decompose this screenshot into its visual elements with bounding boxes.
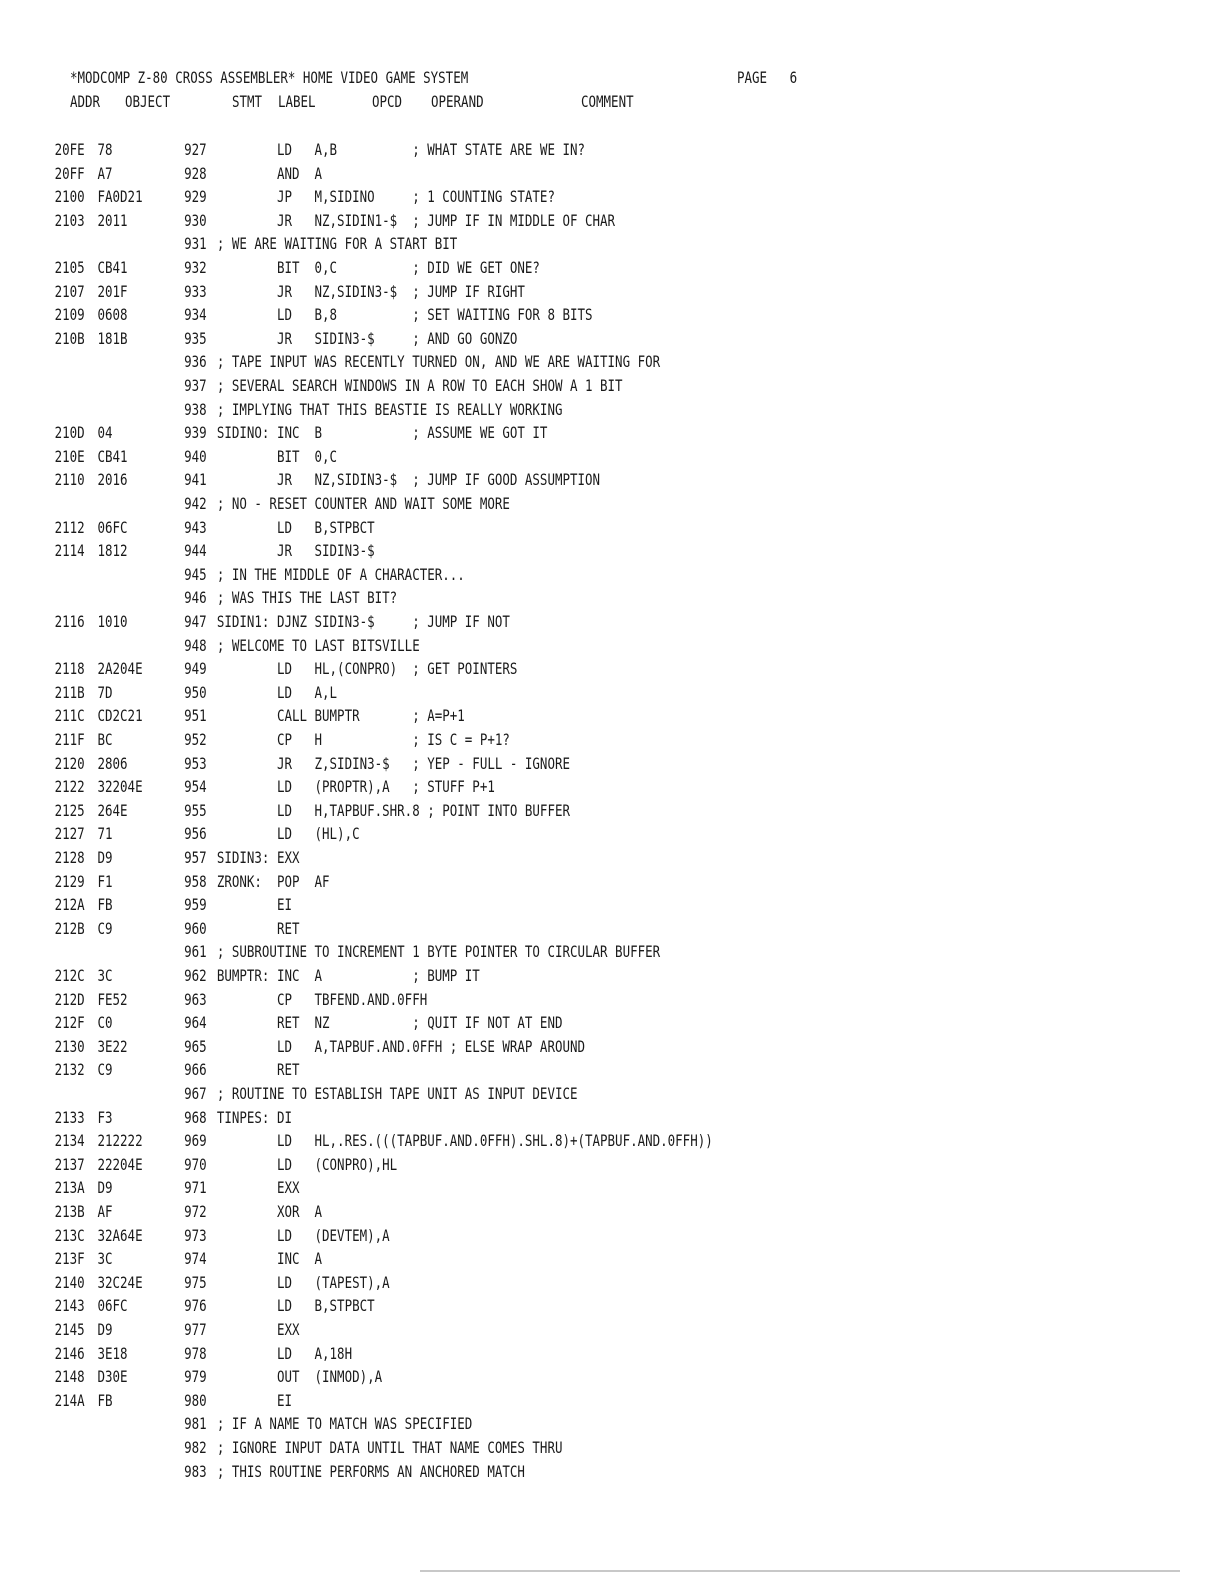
line-object: 1010 [97, 612, 128, 631]
line-object: 06FC [97, 1296, 128, 1316]
line-source: LD A,L [216, 682, 338, 702]
line-stmt: 982 [184, 1438, 207, 1457]
line-object: 22204E [97, 1154, 143, 1174]
page-number: PAGE 6 [737, 68, 798, 87]
line-source: AND A [216, 163, 323, 183]
line-stmt: 964 [184, 1013, 207, 1033]
line-source: ; WAS THIS THE LAST BIT? [216, 588, 398, 608]
line-object: 71 [97, 824, 113, 844]
line-object: 2011 [97, 210, 128, 230]
line-stmt: 960 [184, 918, 207, 938]
line-stmt: 972 [184, 1202, 207, 1221]
line-source: JR SIDIN3-$ [216, 541, 375, 561]
line-object: F3 [97, 1107, 113, 1127]
line-object: FB [97, 895, 113, 915]
line-object: CD2C21 [97, 706, 143, 726]
line-source: LD HL,(CONPRO) ; GET POINTERS [216, 659, 518, 679]
line-object: 7D [97, 682, 113, 702]
line-stmt: 940 [184, 446, 207, 466]
line-addr: 2143 [54, 1296, 85, 1316]
line-stmt: 947 [184, 612, 207, 631]
line-object: 1812 [97, 541, 128, 561]
line-stmt: 980 [184, 1390, 207, 1410]
line-source: JR Z,SIDIN3-$ ; YEP - FULL - IGNORE [216, 753, 570, 773]
line-stmt: 976 [184, 1296, 207, 1316]
line-source: LD A,18H [216, 1343, 353, 1363]
line-stmt: 935 [184, 328, 207, 348]
line-stmt: 973 [184, 1225, 207, 1245]
line-object: 04 [97, 423, 113, 443]
line-addr: 2112 [54, 517, 85, 537]
line-addr: 211F [54, 730, 85, 749]
line-stmt: 945 [184, 564, 207, 584]
line-addr: 20FE [54, 140, 85, 159]
line-source: JR SIDIN3-$ ; AND GO GONZO [216, 328, 518, 348]
line-object: 2016 [97, 470, 128, 490]
line-stmt: 934 [184, 305, 207, 325]
line-object: 264E [97, 800, 128, 820]
line-addr: 210B [54, 328, 85, 348]
line-source: LD B,STPBCT [216, 1296, 375, 1316]
line-source: XOR A [216, 1202, 323, 1221]
line-object: FE52 [97, 989, 128, 1009]
line-stmt: 963 [184, 989, 207, 1009]
line-addr: 2137 [54, 1154, 85, 1174]
line-source: LD B,8 ; SET WAITING FOR 8 BITS [216, 305, 593, 325]
line-object: 3C [97, 1249, 113, 1269]
line-addr: 212F [54, 1013, 85, 1033]
line-addr: 2105 [54, 258, 85, 277]
line-addr: 212D [54, 989, 85, 1009]
line-stmt: 948 [184, 635, 207, 655]
line-stmt: 970 [184, 1154, 207, 1174]
line-source: LD (TAPEST),A [216, 1272, 390, 1292]
line-object: 212222 [97, 1131, 143, 1151]
line-addr: 2134 [54, 1131, 85, 1151]
line-source: SIDIN1: DJNZ SIDIN3-$ ; JUMP IF NOT [216, 612, 510, 631]
line-stmt: 942 [184, 494, 207, 513]
line-addr: 2133 [54, 1107, 85, 1127]
line-source: OUT (INMOD),A [216, 1367, 383, 1387]
line-stmt: 962 [184, 966, 207, 985]
line-source: ; IMPLYING THAT THIS BEASTIE IS REALLY WORKING [216, 399, 563, 419]
line-source: CP TBFEND.AND.0FFH [216, 989, 428, 1009]
line-stmt: 951 [184, 706, 207, 726]
line-stmt: 950 [184, 682, 207, 702]
line-object: D9 [97, 1178, 113, 1198]
line-source: RET [216, 1060, 300, 1080]
line-stmt: 932 [184, 258, 207, 277]
line-addr: 20FF [54, 163, 85, 183]
line-stmt: 967 [184, 1084, 207, 1103]
col-operand: OPERAND [431, 92, 484, 111]
line-source: LD B,STPBCT [216, 517, 375, 537]
line-addr: 210E [54, 446, 85, 466]
line-stmt: 978 [184, 1343, 207, 1363]
line-source: LD A,B ; WHAT STATE ARE WE IN? [216, 140, 586, 159]
line-stmt: 938 [184, 399, 207, 419]
line-source: EI [216, 895, 292, 915]
line-source: CP H ; IS C = P+1? [216, 730, 510, 749]
line-stmt: 956 [184, 824, 207, 844]
line-object: A7 [97, 163, 113, 183]
line-addr: 2114 [54, 541, 85, 561]
line-object: 32204E [97, 777, 143, 797]
line-source: ; WE ARE WAITING FOR A START BIT [216, 234, 458, 254]
line-addr: 2109 [54, 305, 85, 325]
line-addr: 2145 [54, 1320, 85, 1339]
col-comment: COMMENT [581, 92, 634, 111]
line-stmt: 944 [184, 541, 207, 561]
line-addr: 2125 [54, 800, 85, 820]
line-object: D30E [97, 1367, 128, 1387]
line-stmt: 930 [184, 210, 207, 230]
line-object: 78 [97, 140, 113, 159]
line-object: AF [97, 1202, 113, 1221]
line-stmt: 933 [184, 281, 207, 301]
line-addr: 2130 [54, 1036, 85, 1056]
line-stmt: 981 [184, 1414, 207, 1434]
line-stmt: 953 [184, 753, 207, 773]
line-source: ; SEVERAL SEARCH WINDOWS IN A ROW TO EACH SHOW A 1 BIT [216, 376, 623, 395]
line-addr: 212A [54, 895, 85, 915]
line-source: LD HL,.RES.(((TAPBUF.AND.0FFH).SHL.8)+(TAPBUF.AND.0FFH)) [216, 1131, 713, 1151]
line-addr: 2140 [54, 1272, 85, 1292]
scan-artifact-line [420, 1570, 1180, 1572]
line-object: 3E22 [97, 1036, 128, 1056]
line-source: INC A [216, 1249, 323, 1269]
line-object: 3C [97, 966, 113, 985]
line-addr: 2103 [54, 210, 85, 230]
line-source: LD (HL),C [216, 824, 360, 844]
line-object: 32C24E [97, 1272, 143, 1292]
line-addr: 213C [54, 1225, 85, 1245]
line-stmt: 937 [184, 376, 207, 395]
line-source: LD (CONPRO),HL [216, 1154, 398, 1174]
line-addr: 2110 [54, 470, 85, 490]
line-stmt: 977 [184, 1320, 207, 1339]
col-addr: ADDR [70, 92, 101, 111]
line-object: C0 [97, 1013, 113, 1033]
line-object: D9 [97, 1320, 113, 1339]
col-opcd: OPCD [372, 92, 403, 111]
col-stmt: STMT [232, 92, 263, 111]
line-stmt: 939 [184, 423, 207, 443]
line-object: 2A204E [97, 659, 143, 679]
line-object: 06FC [97, 517, 128, 537]
line-source: BUMPTR: INC A ; BUMP IT [216, 966, 480, 985]
line-source: ; THIS ROUTINE PERFORMS AN ANCHORED MATCH [216, 1461, 525, 1481]
line-stmt: 927 [184, 140, 207, 159]
listing-title: *MODCOMP Z-80 CROSS ASSEMBLER* HOME VIDEO GAME SYSTEM [70, 68, 469, 87]
line-source: LD (PROPTR),A ; STUFF P+1 [216, 777, 495, 797]
line-object: FA0D21 [97, 187, 143, 207]
line-source: JR NZ,SIDIN3-$ ; JUMP IF RIGHT [216, 281, 525, 301]
line-source: BIT 0,C ; DID WE GET ONE? [216, 258, 540, 277]
line-source: BIT 0,C [216, 446, 338, 466]
line-object: 201F [97, 281, 128, 301]
line-stmt: 936 [184, 352, 207, 372]
line-addr: 2128 [54, 848, 85, 867]
line-stmt: 959 [184, 895, 207, 915]
line-object: C9 [97, 918, 113, 938]
line-source: JR NZ,SIDIN1-$ ; JUMP IF IN MIDDLE OF CHAR [216, 210, 616, 230]
line-object: F1 [97, 871, 113, 891]
line-source: SIDIN3: EXX [216, 848, 300, 867]
line-addr: 2122 [54, 777, 85, 797]
line-stmt: 957 [184, 848, 207, 867]
line-source: LD A,TAPBUF.AND.0FFH ; ELSE WRAP AROUND [216, 1036, 586, 1056]
line-stmt: 965 [184, 1036, 207, 1056]
line-source: ; IN THE MIDDLE OF A CHARACTER... [216, 564, 465, 584]
line-addr: 210D [54, 423, 85, 443]
line-stmt: 969 [184, 1131, 207, 1151]
line-source: EI [216, 1390, 292, 1410]
line-addr: 2148 [54, 1367, 85, 1387]
line-addr: 212B [54, 918, 85, 938]
line-source: ; NO - RESET COUNTER AND WAIT SOME MORE [216, 494, 510, 513]
line-addr: 2120 [54, 753, 85, 773]
col-object: OBJECT [125, 92, 171, 111]
line-stmt: 958 [184, 871, 207, 891]
line-stmt: 949 [184, 659, 207, 679]
line-source: RET [216, 918, 300, 938]
line-stmt: 966 [184, 1060, 207, 1080]
line-object: CB41 [97, 446, 128, 466]
line-object: 2806 [97, 753, 128, 773]
line-object: FB [97, 1390, 113, 1410]
line-stmt: 975 [184, 1272, 207, 1292]
line-object: C9 [97, 1060, 113, 1080]
line-source: JR NZ,SIDIN3-$ ; JUMP IF GOOD ASSUMPTION [216, 470, 601, 490]
line-addr: 213F [54, 1249, 85, 1269]
line-source: LD H,TAPBUF.SHR.8 ; POINT INTO BUFFER [216, 800, 570, 820]
line-addr: 211C [54, 706, 85, 726]
line-stmt: 961 [184, 942, 207, 962]
line-source: EXX [216, 1178, 300, 1198]
line-stmt: 931 [184, 234, 207, 254]
line-source: ; SUBROUTINE TO INCREMENT 1 BYTE POINTER TO CIRCULAR BUFFER [216, 942, 661, 962]
line-stmt: 983 [184, 1461, 207, 1481]
line-stmt: 955 [184, 800, 207, 820]
line-addr: 213A [54, 1178, 85, 1198]
col-label: LABEL [278, 92, 316, 111]
line-addr: 2100 [54, 187, 85, 207]
line-source: ; IF A NAME TO MATCH WAS SPECIFIED [216, 1414, 473, 1434]
line-stmt: 968 [184, 1107, 207, 1127]
line-stmt: 954 [184, 777, 207, 797]
line-stmt: 979 [184, 1367, 207, 1387]
line-stmt: 952 [184, 730, 207, 749]
line-source: JP M,SIDINO ; 1 COUNTING STATE? [216, 187, 555, 207]
line-stmt: 946 [184, 588, 207, 608]
line-stmt: 943 [184, 517, 207, 537]
line-source: CALL BUMPTR ; A=P+1 [216, 706, 465, 726]
line-source: ; ROUTINE TO ESTABLISH TAPE UNIT AS INPUT DEVICE [216, 1084, 578, 1103]
line-object: 3E18 [97, 1343, 128, 1363]
line-object: BC [97, 730, 113, 749]
line-addr: 2129 [54, 871, 85, 891]
line-addr: 2107 [54, 281, 85, 301]
line-source: SIDINO: INC B ; ASSUME WE GOT IT [216, 423, 548, 443]
line-source: ; IGNORE INPUT DATA UNTIL THAT NAME COMES THRU [216, 1438, 563, 1457]
line-source: ZRONK: POP AF [216, 871, 330, 891]
line-addr: 213B [54, 1202, 85, 1221]
line-object: 32A64E [97, 1225, 143, 1245]
line-addr: 2146 [54, 1343, 85, 1363]
line-addr: 2132 [54, 1060, 85, 1080]
line-object: CB41 [97, 258, 128, 277]
line-stmt: 929 [184, 187, 207, 207]
line-source: ; TAPE INPUT WAS RECENTLY TURNED ON, AND WE ARE WAITING FOR [216, 352, 661, 372]
line-object: 181B [97, 328, 128, 348]
line-stmt: 941 [184, 470, 207, 490]
line-source: TINPES: DI [216, 1107, 292, 1127]
line-object: D9 [97, 848, 113, 867]
line-source: EXX [216, 1320, 300, 1339]
line-stmt: 974 [184, 1249, 207, 1269]
line-addr: 214A [54, 1390, 85, 1410]
line-object: 0608 [97, 305, 128, 325]
line-addr: 2127 [54, 824, 85, 844]
line-source: LD (DEVTEM),A [216, 1225, 390, 1245]
line-addr: 212C [54, 966, 85, 985]
line-addr: 2118 [54, 659, 85, 679]
line-source: ; WELCOME TO LAST BITSVILLE [216, 635, 420, 655]
line-source: RET NZ ; QUIT IF NOT AT END [216, 1013, 563, 1033]
line-addr: 211B [54, 682, 85, 702]
line-stmt: 928 [184, 163, 207, 183]
line-addr: 2116 [54, 612, 85, 631]
line-stmt: 971 [184, 1178, 207, 1198]
